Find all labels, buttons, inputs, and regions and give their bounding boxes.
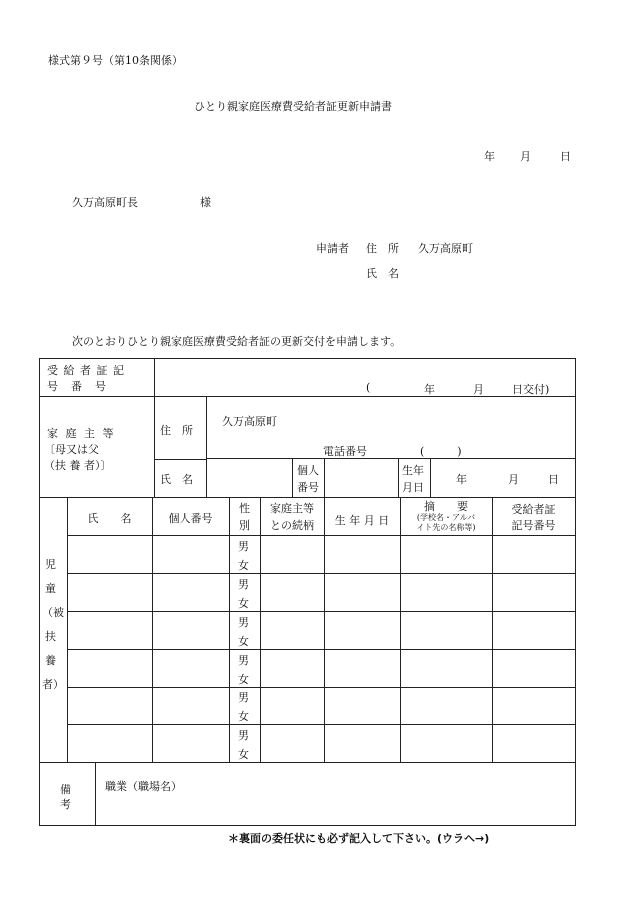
householder-address-label: 住 所 bbox=[160, 424, 193, 437]
issue-month-label: 月 bbox=[473, 383, 484, 396]
applicant-address-value: 久万高原町 bbox=[418, 242, 473, 255]
householder-label-line1: 家 庭 主 等 bbox=[47, 427, 116, 440]
table-row-4-sex bbox=[238, 651, 249, 689]
sex-male-option[interactable]: 男 bbox=[238, 654, 249, 667]
phone-label: 電話番号 bbox=[323, 445, 367, 458]
col-header-relation-2: との続柄 bbox=[270, 519, 314, 532]
col-header-sex-2: 別 bbox=[239, 519, 250, 532]
footer-note: ＊裏面の委任状にも必ず記入して下さい。(ウラヘ→) bbox=[228, 832, 490, 845]
date-year-label: 年 bbox=[484, 150, 495, 163]
sex-female-option[interactable]: 女 bbox=[238, 635, 249, 648]
sex-male-option[interactable]: 男 bbox=[238, 691, 249, 704]
sex-female-option[interactable]: 女 bbox=[238, 673, 249, 686]
form-number: 様式第９号（第10条関係） bbox=[48, 54, 183, 67]
occupation-label: 職業（職場名） bbox=[105, 780, 182, 793]
householder-label-line2: 〔母又は父 bbox=[44, 443, 99, 456]
col-header-cert-1: 受給者証 bbox=[511, 503, 556, 516]
householder-birth-month: 月 bbox=[508, 473, 519, 486]
applicant-name-label: 氏 名 bbox=[366, 267, 399, 280]
page-title: ひとり親家庭医療費受給者証更新申請書 bbox=[194, 100, 392, 113]
table-row-2-sex bbox=[238, 575, 249, 613]
table-row-1-sex bbox=[238, 537, 249, 575]
col-header-summary-3: イト先の名称等) bbox=[416, 523, 476, 532]
householder-birth-label-1: 生年 bbox=[402, 464, 424, 477]
remarks-label-1: 備 bbox=[60, 783, 71, 796]
cert-number-label-line1: 受 給 者 証 記 bbox=[47, 364, 125, 377]
householder-birth-label-2: 月日 bbox=[402, 481, 424, 494]
children-label-5: 養 bbox=[45, 654, 56, 667]
table-row-6-sex bbox=[238, 726, 249, 764]
sex-male-option[interactable]: 男 bbox=[238, 616, 249, 629]
householder-mynumber-label-2: 番号 bbox=[297, 481, 319, 494]
phone-parens: ( ) bbox=[420, 445, 462, 458]
sex-female-option[interactable]: 女 bbox=[238, 597, 249, 610]
applicant-label: 申請者 bbox=[316, 242, 349, 255]
sex-female-option[interactable]: 女 bbox=[238, 559, 249, 572]
sex-male-option[interactable]: 男 bbox=[238, 729, 249, 742]
col-header-relation-1: 家庭主等 bbox=[270, 502, 314, 515]
sex-male-option[interactable]: 男 bbox=[238, 540, 249, 553]
col-header-summary-2: (学校名・アルバ bbox=[416, 513, 476, 522]
date-month-label: 月 bbox=[520, 150, 531, 163]
children-label-2: 童 bbox=[45, 582, 56, 595]
date-day-label: 日 bbox=[560, 150, 571, 163]
issue-year-label: 年 bbox=[424, 383, 435, 396]
children-label-6: 者） bbox=[42, 678, 64, 691]
issue-open-paren: ( bbox=[366, 381, 371, 394]
householder-birth-year: 年 bbox=[456, 473, 467, 486]
addressee-suffix: 様 bbox=[200, 196, 211, 209]
householder-label-line3: （扶 養 者）〕 bbox=[44, 459, 112, 472]
issue-date-suffix: 日交付) bbox=[512, 383, 550, 396]
cert-number-label-line2: 号 番 号 bbox=[47, 380, 107, 393]
sex-female-option[interactable]: 女 bbox=[238, 710, 249, 723]
sex-female-option[interactable]: 女 bbox=[238, 748, 249, 761]
householder-name-label: 氏 名 bbox=[160, 473, 193, 486]
col-header-summary-1: 摘 要 bbox=[424, 500, 468, 513]
addressee: 久万高原町長 bbox=[72, 196, 138, 209]
col-header-mynumber: 個人番号 bbox=[168, 512, 213, 525]
intro-text: 次のとおりひとり親家庭医療費受給者証の更新交付を申請します。 bbox=[72, 335, 402, 348]
children-label-1: 児 bbox=[45, 558, 56, 571]
table-row-5-sex bbox=[238, 688, 249, 726]
col-header-birth: 生 年 月 日 bbox=[334, 514, 390, 527]
householder-mynumber-label-1: 個人 bbox=[297, 464, 319, 477]
householder-birth-day: 日 bbox=[548, 473, 559, 486]
householder-address-value: 久万高原町 bbox=[222, 415, 277, 428]
children-label-3: （被 bbox=[42, 606, 64, 619]
applicant-address-label: 住 所 bbox=[366, 242, 399, 255]
col-header-cert-2: 記号番号 bbox=[511, 519, 556, 532]
table-row-3-sex bbox=[238, 613, 249, 651]
children-label-4: 扶 bbox=[45, 630, 56, 643]
remarks-label-2: 考 bbox=[60, 798, 71, 811]
sex-male-option[interactable]: 男 bbox=[238, 578, 249, 591]
col-header-name: 氏 名 bbox=[87, 512, 132, 525]
col-header-sex-1: 性 bbox=[239, 502, 250, 515]
